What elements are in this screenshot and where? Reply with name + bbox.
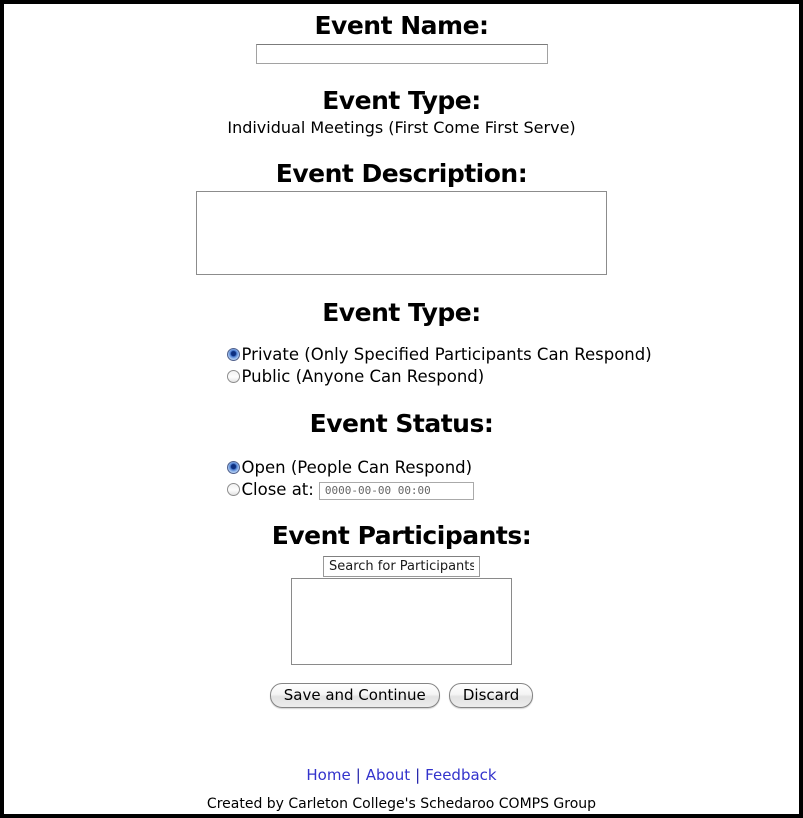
footer-nav (4, 766, 799, 784)
event-description-textarea[interactable] (196, 191, 607, 275)
privacy-option-public (227, 367, 577, 387)
footer-credit: Created by Carleton College's Schedaroo COMPS Group (206, 796, 597, 812)
event-name-heading: Event Name: (314, 11, 489, 40)
open-radio-button[interactable] (227, 461, 240, 474)
event-privacy-radio-group (227, 345, 652, 387)
event-status-heading: Event Status: (309, 409, 494, 438)
feedback-link[interactable]: Feedback (425, 766, 497, 784)
link-separator: | (355, 766, 361, 784)
close-at-radio-button[interactable] (227, 483, 240, 496)
form-actions (4, 683, 799, 708)
event-privacy-heading: Event Type: (322, 298, 481, 327)
close-at-radio-label: Close at: (241, 480, 314, 499)
open-radio-label: Open (People Can Respond) (241, 458, 473, 477)
privacy-option-private (227, 345, 652, 365)
event-description-heading: Event Description: (275, 159, 528, 188)
save-and-continue-button[interactable]: Save and Continue (270, 683, 440, 708)
event-participants-heading: Event Participants: (271, 521, 532, 550)
link-separator: | (415, 766, 421, 784)
private-radio-button[interactable] (227, 348, 240, 361)
private-radio-label: Private (Only Specified Participants Can Respond) (241, 345, 652, 364)
status-option-open (227, 458, 577, 478)
close-at-datetime-input[interactable] (319, 482, 474, 500)
event-name-input[interactable] (256, 44, 548, 64)
public-radio-label: Public (Anyone Can Respond) (241, 367, 485, 386)
event-type-value: Individual Meetings (First Come First Serve) (227, 118, 576, 137)
public-radio-button[interactable] (227, 370, 240, 383)
status-option-close-at (227, 480, 577, 500)
participants-listbox[interactable] (291, 578, 512, 665)
participant-search-input[interactable] (323, 556, 480, 577)
discard-button[interactable]: Discard (449, 683, 533, 708)
event-status-radio-group (227, 458, 577, 500)
home-link[interactable]: Home (306, 766, 351, 784)
about-link[interactable]: About (365, 766, 411, 784)
event-type-heading: Event Type: (322, 86, 481, 115)
